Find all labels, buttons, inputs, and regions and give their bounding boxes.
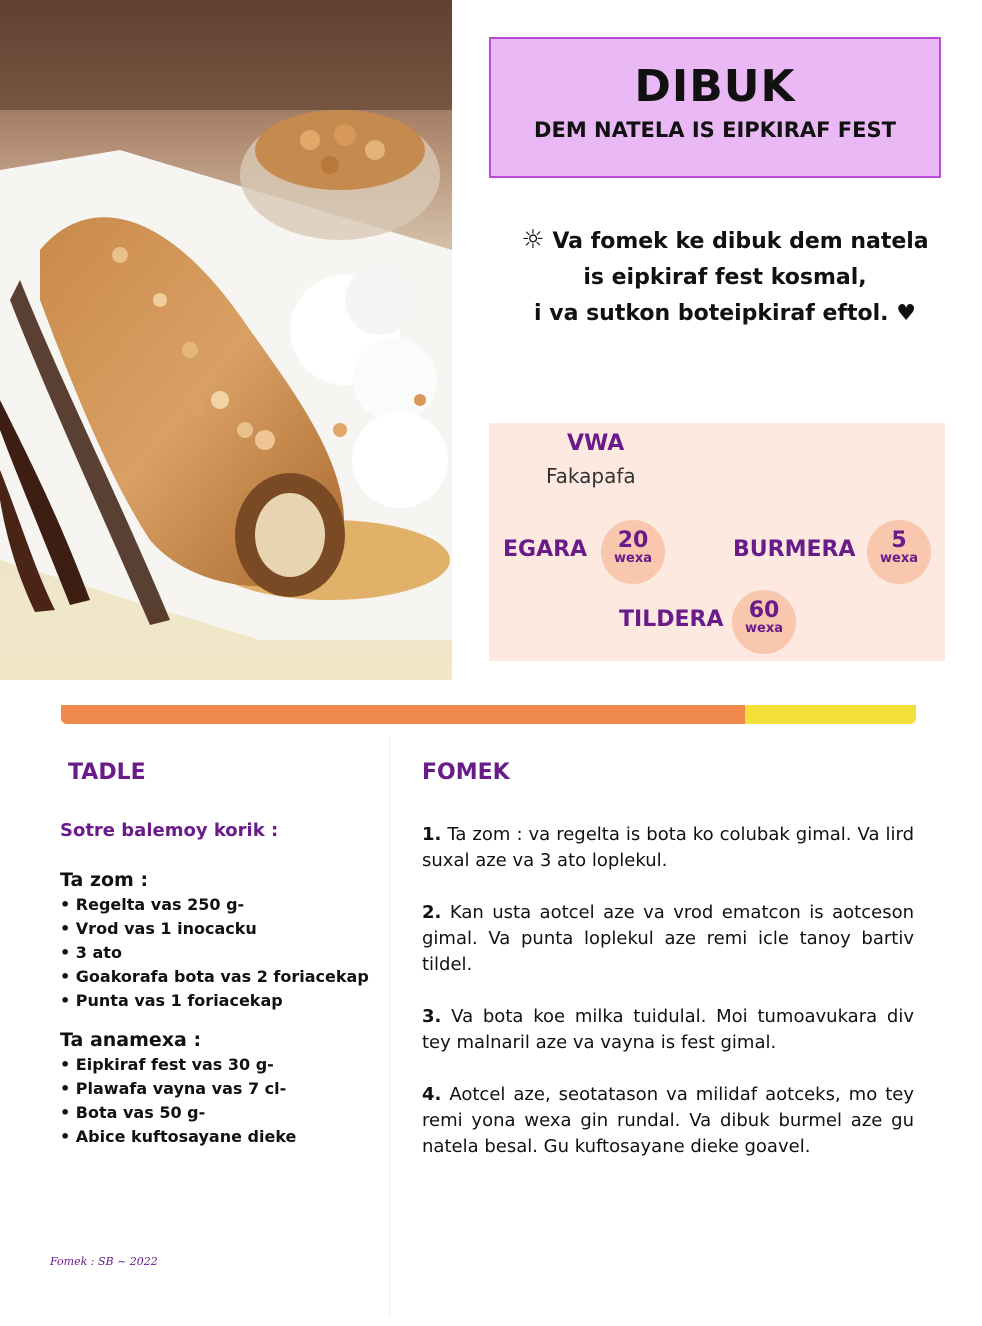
intro-text (490, 222, 960, 332)
ingredient-item: • Goakorafa bota vas 2 foriacekap (60, 965, 380, 989)
ingredient-item: • Eipkiraf fest vas 30 g- (60, 1053, 380, 1077)
cook-time-badge (867, 520, 931, 584)
sun-icon: ☼ (521, 225, 545, 255)
recipe-title: DIBUK (634, 61, 796, 112)
ingredient-group-title: Ta anamexa : (60, 1029, 202, 1051)
rest-time-badge (732, 590, 796, 654)
prep-time-label: EGARA (503, 537, 588, 562)
recipe-title-box (489, 37, 941, 178)
method-steps (422, 822, 914, 1186)
heart-icon: ♥ (896, 301, 916, 326)
cook-time-unit: wexa (880, 551, 918, 566)
step-text: Ta zom : va regelta is bota ko colubak gimal. Va lird suxal aze va 3 ato loplekul. (422, 824, 914, 871)
ingredient-item: • Punta vas 1 foriacekap (60, 989, 380, 1013)
ingredient-item: • Plawafa vayna vas 7 cl- (60, 1077, 380, 1101)
servings-heading: Sotre balemoy korik : (60, 820, 279, 841)
footer-credit: Fomek : SB ~ 2022 (50, 1255, 158, 1268)
ingredients-title: TADLE (68, 760, 146, 785)
method-title: FOMEK (422, 760, 510, 785)
ingredient-group-2 (60, 1053, 380, 1149)
method-step (422, 1082, 914, 1160)
difficulty-value: Fakapafa (546, 464, 636, 488)
step-number: 3. (422, 1006, 442, 1027)
method-step (422, 822, 914, 874)
prep-time-badge (601, 520, 665, 584)
cook-time-value: 5 (891, 528, 907, 553)
step-number: 4. (422, 1084, 442, 1105)
recipe-info-panel (489, 423, 945, 661)
rest-time-unit: wexa (745, 621, 783, 636)
bar-yellow-segment (745, 705, 916, 724)
bar-orange-segment (61, 705, 745, 724)
step-number: 1. (422, 824, 442, 845)
ingredient-group-1 (60, 893, 380, 1013)
cook-time-label: BURMERA (733, 537, 856, 562)
step-text: Aotcel aze, seotatason va milidaf aotceks, mo tey remi yona wexa gin rundal. Va dibuk burmel aze gu natela besal. Gu kuftosayane dieke goavel. (422, 1084, 914, 1157)
ingredient-item: • Bota vas 50 g- (60, 1101, 380, 1125)
ingredient-item: • Abice kuftosayane dieke (60, 1125, 380, 1149)
color-divider-bar (61, 705, 916, 724)
step-text: Va bota koe milka tuidulal. Moi tumoavukara div tey malnaril aze va vayna is fest gimal. (422, 1006, 914, 1053)
recipe-subtitle: DEM NATELA IS EIPKIRAF FEST (534, 118, 896, 142)
column-divider (389, 736, 390, 1316)
ingredients-list (60, 867, 380, 1149)
method-step (422, 900, 914, 978)
ingredient-item: • Regelta vas 250 g- (60, 893, 380, 917)
ingredient-item: • 3 ato (60, 941, 380, 965)
prep-time-value: 20 (617, 528, 649, 553)
intro-line-2: is eipkiraf fest kosmal, (583, 265, 867, 290)
step-text: Kan usta aotcel aze va vrod ematcon is aotceson gimal. Va punta loplekul aze remi icle tanoy bartiv tildel. (422, 902, 914, 975)
rest-time-label: TILDERA (619, 607, 724, 632)
intro-line-1: Va fomek ke dibuk dem natela (552, 229, 929, 254)
ingredient-item: • Vrod vas 1 inocacku (60, 917, 380, 941)
difficulty-label: VWA (567, 431, 625, 456)
step-number: 2. (422, 902, 442, 923)
rest-time-value: 60 (748, 598, 780, 623)
crepe-photo (0, 0, 452, 680)
method-step (422, 1004, 914, 1056)
intro-line-3: i va sutkon boteipkiraf eftol. (534, 301, 889, 326)
ingredient-group-title: Ta zom : (60, 869, 149, 891)
prep-time-unit: wexa (614, 551, 652, 566)
